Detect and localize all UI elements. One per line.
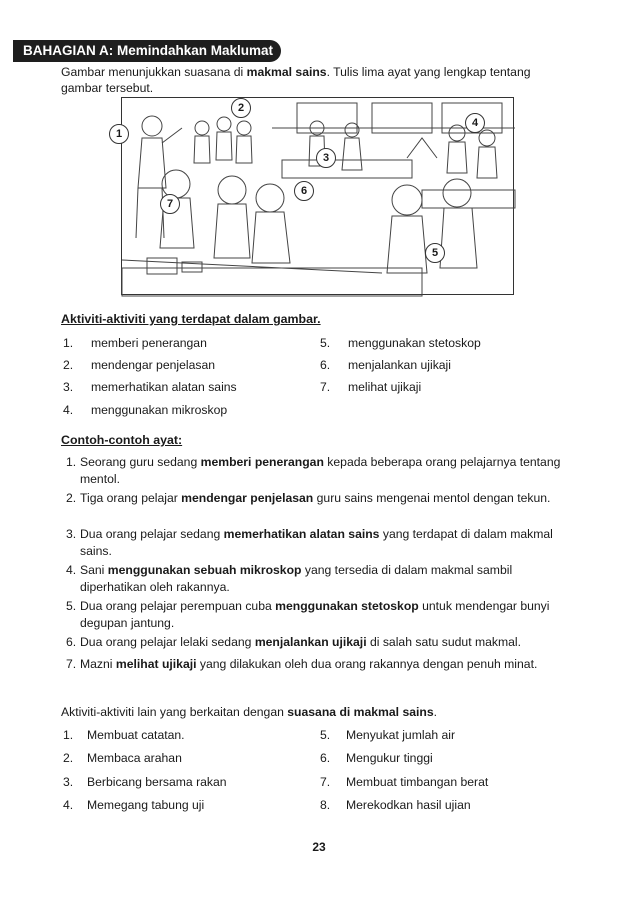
item-number: 3. xyxy=(63,775,74,789)
example-text: untuk mendengar bunyi degupan jantung. xyxy=(80,599,550,630)
figure-label-2: 2 xyxy=(231,98,251,118)
example-sentence xyxy=(66,562,564,595)
intro-text-end: . xyxy=(433,705,437,719)
item-text: melihat ujikaji xyxy=(348,380,422,394)
item-text: memerhatikan alatan sains xyxy=(91,380,237,394)
item-text: Membuat timbangan berat xyxy=(346,775,489,789)
item-number: 6. xyxy=(320,751,331,765)
example-sentence xyxy=(66,454,564,487)
intro-text: Aktiviti-aktiviti lain yang berkaitan dengan xyxy=(61,705,288,719)
activities-heading: Aktiviti-aktiviti yang terdapat dalam gambar. xyxy=(61,312,321,326)
item-text: Merekodkan hasil ujian xyxy=(346,798,471,812)
item-text: menggunakan mikroskop xyxy=(91,403,228,417)
example-keyword: menggunakan sebuah mikroskop xyxy=(107,563,302,577)
item-number: 1. xyxy=(66,455,77,469)
item-text: Berbicang bersama rakan xyxy=(87,775,227,789)
example-text: Dua orang pelajar lelaki sedang xyxy=(80,635,255,649)
example-text: Seorang guru sedang xyxy=(80,455,201,469)
intro-instruction xyxy=(61,64,561,96)
item-number: 2. xyxy=(63,358,74,372)
item-number: 5. xyxy=(320,728,331,742)
item-number: 2. xyxy=(66,491,77,505)
item-number: 4. xyxy=(63,798,74,812)
example-keyword: menjalankan ujikaji xyxy=(254,635,367,649)
example-sentence xyxy=(66,598,564,631)
example-text: di salah satu sudut makmal. xyxy=(366,635,522,649)
item-text: menjalankan ujikaji xyxy=(348,358,451,372)
item-number: 2. xyxy=(63,751,74,765)
example-text: Sani xyxy=(80,563,108,577)
intro-text: Gambar menunjukkan suasana di xyxy=(61,65,247,79)
item-number: 8. xyxy=(320,798,331,812)
example-keyword: memberi penerangan xyxy=(200,455,324,469)
item-number: 6. xyxy=(320,358,331,372)
page-number: 23 xyxy=(312,840,326,854)
section-banner: BAHAGIAN A: Memindahkan Maklumat xyxy=(13,40,281,62)
item-text: Membaca arahan xyxy=(87,751,182,765)
item-number: 4. xyxy=(63,403,74,417)
item-text: Membuat catatan. xyxy=(87,728,185,742)
figure-label-4: 4 xyxy=(465,113,485,133)
item-text: menggunakan stetoskop xyxy=(348,336,481,350)
example-keyword: melihat ujikaji xyxy=(115,657,197,671)
figure-label-5: 5 xyxy=(425,243,445,263)
example-sentence xyxy=(66,634,564,651)
item-number: 1. xyxy=(63,336,74,350)
item-number: 7. xyxy=(320,775,331,789)
example-text: yang tersedia di dalam makmal sambil diperhatikan oleh rakannya. xyxy=(80,563,513,594)
example-text: guru sains mengenai mentol dengan tekun. xyxy=(313,491,551,505)
item-number: 7. xyxy=(320,380,331,394)
item-number: 4. xyxy=(66,563,77,577)
figure-label-6: 6 xyxy=(294,181,314,201)
item-number: 5. xyxy=(320,336,331,350)
item-number: 3. xyxy=(66,527,77,541)
figure-label-7: 7 xyxy=(160,194,180,214)
item-text: memberi penerangan xyxy=(91,336,207,350)
item-number: 5. xyxy=(66,599,77,613)
example-keyword: menggunakan stetoskop xyxy=(275,599,419,613)
figure-label-1: 1 xyxy=(109,124,129,144)
example-keyword: mendengar penjelasan xyxy=(181,491,314,505)
other-activities-intro xyxy=(61,704,561,720)
example-text: Mazni xyxy=(80,657,116,671)
lab-scene-drawing xyxy=(122,98,515,296)
example-text: Tiga orang pelajar xyxy=(80,491,182,505)
example-text: kepada beberapa orang pelajarnya tentang mentol. xyxy=(80,455,561,486)
item-number: 7. xyxy=(66,657,77,671)
example-text: yang terdapat di dalam makmal sains. xyxy=(80,527,553,558)
item-text: Mengukur tinggi xyxy=(346,751,433,765)
item-text: Menyukat jumlah air xyxy=(346,728,456,742)
example-sentence xyxy=(66,490,564,507)
item-number: 1. xyxy=(63,728,74,742)
example-text: Dua orang pelajar perempuan cuba xyxy=(80,599,276,613)
example-sentence xyxy=(66,526,564,559)
science-lab-illustration xyxy=(115,97,514,295)
example-keyword: memerhatikan alatan sains xyxy=(223,527,380,541)
example-sentence xyxy=(66,656,564,673)
examples-heading: Contoh-contoh ayat: xyxy=(61,433,183,447)
item-number: 6. xyxy=(66,635,77,649)
example-text: Dua orang pelajar sedang xyxy=(80,527,224,541)
intro-text-end: . Tulis lima ayat yang lengkap tentang gambar tersebut. xyxy=(61,65,531,95)
intro-bold: makmal sains xyxy=(246,65,327,79)
item-number: 3. xyxy=(63,380,74,394)
item-text: mendengar penjelasan xyxy=(91,358,215,372)
item-text: Memegang tabung uji xyxy=(87,798,205,812)
figure-label-3: 3 xyxy=(316,148,336,168)
example-text: yang dilakukan oleh dua orang rakannya dengan penuh minat. xyxy=(196,657,538,671)
intro-bold: suasana di makmal sains xyxy=(287,705,434,719)
